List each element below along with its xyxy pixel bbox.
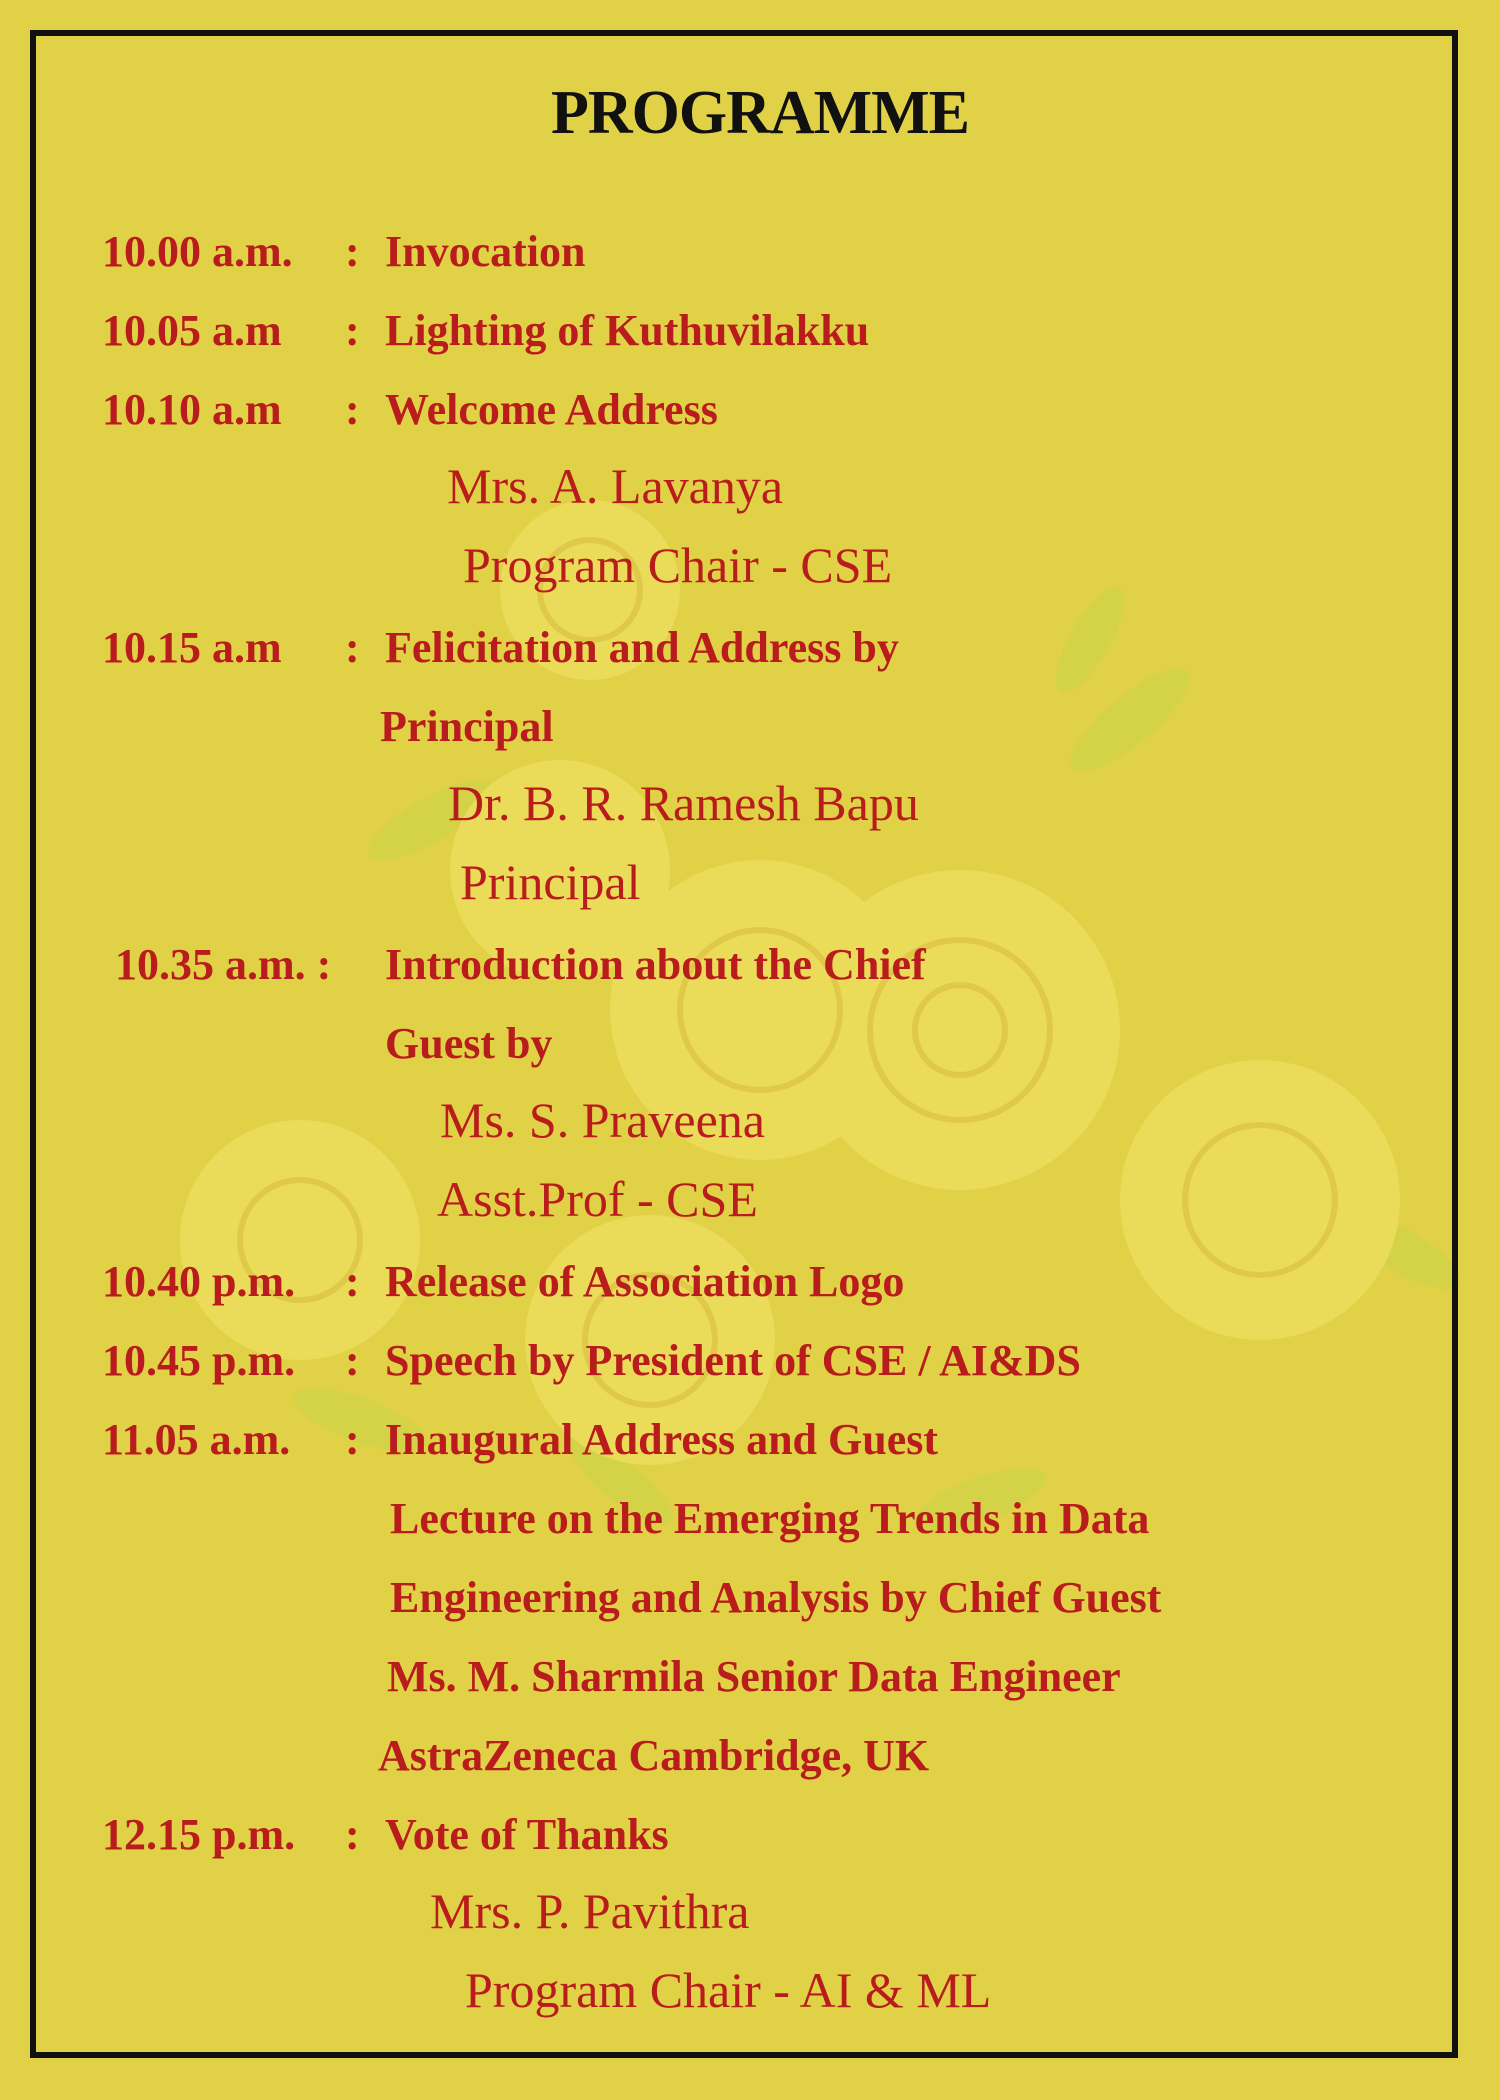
- event-title: Speech by President of CSE / AI&DS: [385, 1336, 1081, 1385]
- time-separator: :: [345, 1415, 360, 1464]
- event-title-continued: Lecture on the Emerging Trends in Data: [390, 1494, 1150, 1543]
- time-label: 10.15 a.m: [102, 623, 282, 672]
- speaker-role: Program Chair - CSE: [463, 537, 893, 593]
- time-label: 10.05 a.m: [102, 306, 282, 355]
- time-label: 10.35 a.m. :: [115, 940, 332, 989]
- time-label: 12.15 p.m.: [102, 1810, 296, 1859]
- speaker-name: Dr. B. R. Ramesh Bapu: [448, 775, 919, 831]
- event-title: Invocation: [385, 227, 586, 276]
- time-label: 10.00 a.m.: [102, 227, 293, 276]
- speaker-role: Principal: [460, 854, 641, 910]
- event-title-continued: Engineering and Analysis by Chief Guest: [390, 1573, 1162, 1622]
- event-title-continued: AstraZeneca Cambridge, UK: [378, 1731, 930, 1780]
- time-separator: :: [345, 623, 360, 672]
- event-title-continued: Guest by: [385, 1019, 553, 1068]
- time-label: 10.10 a.m: [102, 385, 282, 434]
- time-label: 10.40 p.m.: [102, 1257, 296, 1306]
- event-title: Introduction about the Chief: [385, 940, 926, 989]
- speaker-name: Ms. S. Praveena: [440, 1092, 765, 1148]
- event-title-continued: Ms. M. Sharmila Senior Data Engineer: [387, 1652, 1121, 1701]
- time-separator: :: [345, 385, 360, 434]
- event-title: Lighting of Kuthuvilakku: [385, 306, 870, 355]
- time-separator: :: [345, 1257, 360, 1306]
- event-title: Felicitation and Address by: [385, 623, 899, 672]
- event-title: Inaugural Address and Guest: [385, 1415, 939, 1464]
- event-title: Release of Association Logo: [385, 1257, 905, 1306]
- speaker-role: Asst.Prof - CSE: [437, 1171, 758, 1227]
- event-title-continued: Principal: [380, 702, 554, 751]
- time-separator: :: [345, 1810, 360, 1859]
- event-title: Vote of Thanks: [385, 1810, 669, 1859]
- speaker-role: Program Chair - AI & ML: [465, 1962, 992, 2018]
- time-label: 10.45 p.m.: [102, 1336, 296, 1385]
- programme-title: PROGRAMME: [550, 79, 970, 147]
- time-separator: :: [345, 227, 360, 276]
- speaker-name: Mrs. P. Pavithra: [430, 1883, 750, 1939]
- time-label: 11.05 a.m.: [102, 1415, 291, 1464]
- speaker-name: Mrs. A. Lavanya: [447, 458, 784, 514]
- event-title: Welcome Address: [385, 385, 718, 434]
- time-separator: :: [345, 306, 360, 355]
- time-separator: :: [345, 1336, 360, 1385]
